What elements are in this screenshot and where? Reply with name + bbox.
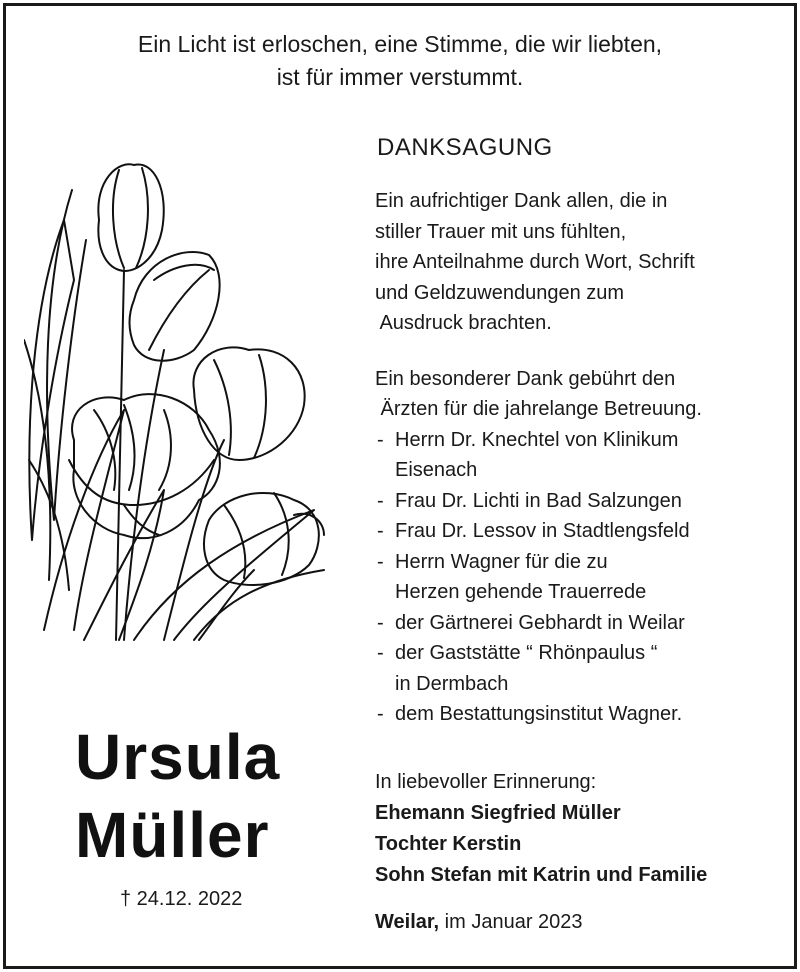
deceased-name bbox=[75, 718, 315, 874]
intro-line: Ein aufrichtiger Dank allen, die in bbox=[375, 190, 668, 212]
list-item-line: dem Bestattungsinstitut Wagner. bbox=[395, 703, 683, 725]
dash-mark: - bbox=[377, 550, 384, 573]
intro-line: stiller Trauer mit uns fühlten, bbox=[375, 220, 627, 243]
closing-intro: In liebevoller Erinnerung: bbox=[375, 771, 597, 793]
closing bbox=[375, 767, 707, 891]
list-item bbox=[375, 638, 775, 699]
dash-mark: - bbox=[377, 703, 384, 725]
family-line: Ehemann Siegfried Müller bbox=[375, 802, 621, 824]
list-item bbox=[375, 699, 775, 730]
list-item-line: Herrn Dr. Knechtel von Klinikum bbox=[395, 428, 679, 451]
list-item bbox=[375, 547, 775, 608]
list-item-line: Eisenach bbox=[395, 459, 478, 481]
place-date bbox=[375, 911, 583, 934]
intro-line: und Geldzuwendungen zum bbox=[375, 281, 625, 304]
motto-line: Ein Licht ist erloschen, eine Stimme, die wir liebten, bbox=[137, 31, 663, 57]
list-item bbox=[375, 516, 775, 547]
list-item-line: Herrn Wagner für die zu bbox=[395, 550, 608, 573]
dash-mark: - bbox=[377, 520, 384, 542]
list-item-line: der Gärtnerei Gebhardt in Weilar bbox=[395, 611, 685, 634]
place-town: Weilar, bbox=[375, 911, 440, 933]
list-item-line: in Dermbach bbox=[395, 672, 509, 695]
list-item bbox=[375, 486, 775, 517]
first-name: Ursula bbox=[75, 721, 281, 793]
special-line: Ein besonderer Dank gebührt den bbox=[375, 367, 676, 390]
list-item-line: Herzen gehende Trauerrede bbox=[395, 581, 647, 603]
family-line: Tochter Kerstin bbox=[375, 833, 522, 855]
motto bbox=[0, 28, 800, 94]
list-item-line: der Gaststätte “ Rhönpaulus “ bbox=[395, 642, 658, 664]
intro-line: ihre Anteilnahme durch Wort, Schrift bbox=[375, 251, 695, 273]
intro-line: Ausdruck brachten. bbox=[375, 312, 552, 334]
list-item-line: Frau Dr. Lessov in Stadtlengsfeld bbox=[395, 520, 690, 542]
family-line: Sohn Stefan mit Katrin und Familie bbox=[375, 864, 708, 886]
list-item-line: Frau Dr. Lichti in Bad Salzungen bbox=[395, 489, 682, 512]
dash-mark: - bbox=[377, 611, 384, 634]
dash-mark: - bbox=[377, 489, 384, 512]
thanks-list bbox=[375, 425, 775, 730]
place-month: im Januar 2023 bbox=[439, 911, 583, 933]
motto-line: ist für immer verstummt. bbox=[276, 64, 524, 90]
heading: DANKSAGUNG bbox=[377, 134, 553, 161]
dash-mark: - bbox=[377, 428, 384, 451]
list-item bbox=[375, 425, 775, 486]
thanks-text bbox=[375, 186, 775, 730]
death-date: † 24.12. 2022 bbox=[120, 888, 243, 910]
dash-mark: - bbox=[377, 642, 384, 664]
tulip-bouquet-icon bbox=[24, 160, 330, 645]
special-line: Ärzten für die jahrelange Betreuung. bbox=[375, 398, 702, 420]
last-name: Müller bbox=[75, 799, 270, 871]
list-item bbox=[375, 608, 775, 639]
